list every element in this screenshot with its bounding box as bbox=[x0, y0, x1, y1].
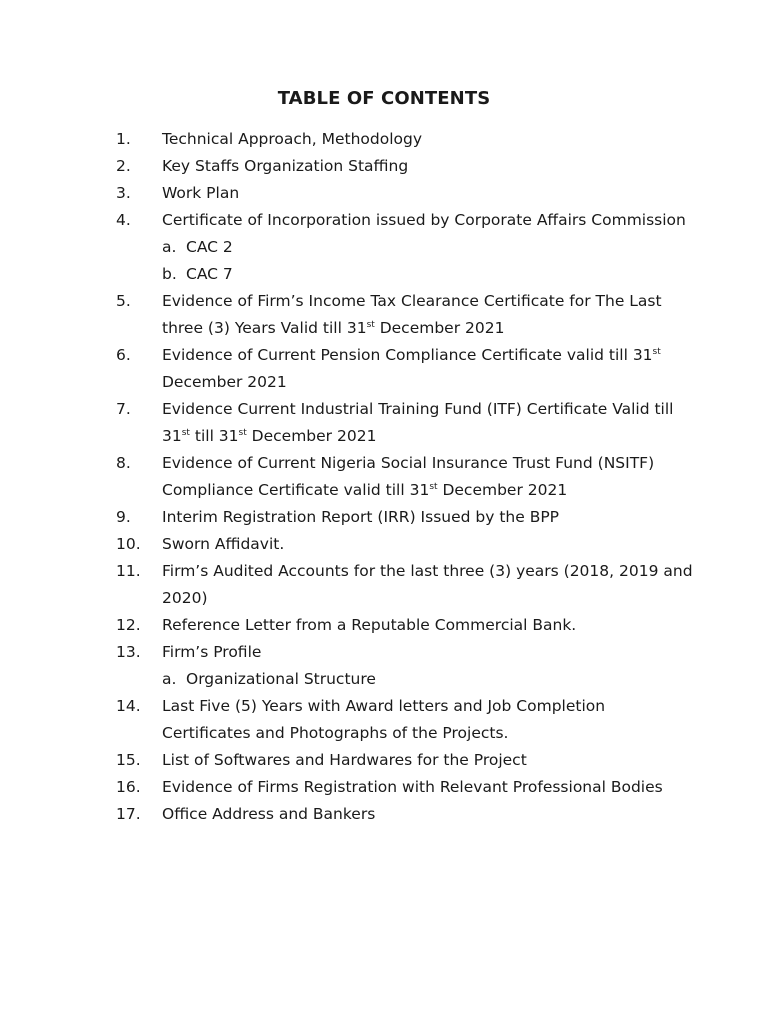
toc-sub-entry bbox=[162, 261, 768, 288]
toc-entry-line: Work Plan bbox=[162, 184, 240, 202]
ordinal-superscript: st bbox=[238, 427, 247, 438]
ordinal-superscript: st bbox=[366, 319, 375, 330]
toc-entry bbox=[0, 288, 768, 342]
toc-entry-text bbox=[162, 126, 684, 153]
toc-sub-entry-text: Organizational Structure bbox=[186, 670, 376, 688]
toc-entry-number: 12. bbox=[116, 616, 141, 634]
toc-entry-number: 15. bbox=[116, 751, 141, 769]
toc-entry-text bbox=[162, 774, 684, 801]
toc-entry-line: Reference Letter from a Reputable Commercial Bank. bbox=[162, 616, 577, 634]
toc-entry-line: Firm’s Audited Accounts for the last three (3) years (2018, 2019 and bbox=[162, 562, 693, 580]
toc-entry-line: Evidence of Firm’s Income Tax Clearance Certificate for The Last bbox=[162, 292, 662, 310]
toc-entry-text bbox=[162, 531, 684, 558]
toc-entry-line: Evidence of Current Pension Compliance Certificate valid till 31st bbox=[162, 346, 661, 364]
toc-entry-line: Certificate of Incorporation issued by Corporate Affairs Commission bbox=[162, 211, 686, 229]
toc-entry bbox=[0, 693, 768, 747]
toc-entry-line: Firm’s Profile bbox=[162, 643, 262, 661]
toc-sub-entry-text: CAC 7 bbox=[186, 265, 233, 283]
toc-entry-line: Evidence Current Industrial Training Fund (ITF) Certificate Valid till bbox=[162, 400, 674, 418]
toc-entry-text bbox=[162, 342, 684, 396]
toc-entry-number: 17. bbox=[116, 805, 141, 823]
toc-entry bbox=[0, 639, 768, 693]
toc-entry-number: 1. bbox=[116, 130, 131, 148]
toc-entry-number: 4. bbox=[116, 211, 131, 229]
toc-entry bbox=[0, 342, 768, 396]
toc-entry-text bbox=[162, 180, 684, 207]
toc-entry bbox=[0, 774, 768, 801]
toc-sub-entry-letter: b. bbox=[162, 265, 177, 283]
toc-entry bbox=[0, 612, 768, 639]
toc-entry bbox=[0, 747, 768, 774]
page-title: TABLE OF CONTENTS bbox=[277, 88, 491, 109]
toc-entry bbox=[0, 531, 768, 558]
toc-entry-text bbox=[162, 504, 684, 531]
toc-entry-line: Sworn Affidavit. bbox=[162, 535, 285, 553]
ordinal-superscript: st bbox=[652, 346, 661, 357]
toc-entry bbox=[0, 450, 768, 504]
toc-entry-number: 13. bbox=[116, 643, 141, 661]
toc-entry-text bbox=[162, 558, 693, 612]
toc-entry bbox=[0, 558, 768, 612]
ordinal-superscript: st bbox=[429, 481, 438, 492]
toc-entry bbox=[0, 180, 768, 207]
toc-entry-text bbox=[162, 747, 684, 774]
toc-entry-line: 31st till 31st December 2021 bbox=[162, 427, 377, 445]
toc-entry bbox=[0, 126, 768, 153]
toc-entry-line: Evidence of Current Nigeria Social Insurance Trust Fund (NSITF) bbox=[162, 454, 655, 472]
toc-entry-text bbox=[162, 396, 684, 450]
toc-entry bbox=[0, 504, 768, 531]
toc-entry-number: 14. bbox=[116, 697, 141, 715]
toc-entry-number: 16. bbox=[116, 778, 141, 796]
toc-entry bbox=[0, 153, 768, 180]
toc-entry-text bbox=[162, 639, 684, 666]
toc-entry-number: 10. bbox=[116, 535, 141, 553]
toc-list bbox=[0, 126, 768, 828]
toc-entry-line: three (3) Years Valid till 31st December 2021 bbox=[162, 319, 505, 337]
toc-entry-text bbox=[162, 693, 684, 747]
toc-entry-line: 2020) bbox=[162, 589, 208, 607]
toc-entry-text bbox=[162, 288, 684, 342]
toc-sub-entry-letter: a. bbox=[162, 238, 177, 256]
toc-entry bbox=[0, 207, 768, 288]
toc-sub-entry bbox=[162, 666, 768, 693]
toc-entry-line: Certificates and Photographs of the Projects. bbox=[162, 724, 509, 742]
toc-entry-line: Evidence of Firms Registration with Relevant Professional Bodies bbox=[162, 778, 663, 796]
ordinal-superscript: st bbox=[181, 427, 190, 438]
toc-entry-number: 7. bbox=[116, 400, 131, 418]
toc-entry-number: 5. bbox=[116, 292, 131, 310]
toc-entry-text bbox=[162, 801, 684, 828]
toc-entry-line: List of Softwares and Hardwares for the Project bbox=[162, 751, 527, 769]
toc-entry bbox=[0, 396, 768, 450]
toc-entry-number: 9. bbox=[116, 508, 131, 526]
toc-sub-entry bbox=[162, 234, 768, 261]
toc-entry-text bbox=[162, 612, 684, 639]
toc-entry-number: 6. bbox=[116, 346, 131, 364]
toc-sub-entry-letter: a. bbox=[162, 670, 177, 688]
toc-entry-line: Key Staffs Organization Staffing bbox=[162, 157, 409, 175]
toc-entry-line: Technical Approach, Methodology bbox=[162, 130, 423, 148]
toc-entry-number: 11. bbox=[116, 562, 141, 580]
toc-entry-line: Interim Registration Report (IRR) Issued by the BPP bbox=[162, 508, 560, 526]
toc-entry-line: December 2021 bbox=[162, 373, 287, 391]
toc-entry-line: Compliance Certificate valid till 31st December 2021 bbox=[162, 481, 568, 499]
toc-entry-number: 8. bbox=[116, 454, 131, 472]
toc-entry-line: Office Address and Bankers bbox=[162, 805, 376, 823]
toc-entry bbox=[0, 801, 768, 828]
toc-entry-number: 3. bbox=[116, 184, 131, 202]
toc-entry-line: Last Five (5) Years with Award letters and Job Completion bbox=[162, 697, 606, 715]
toc-entry-number: 2. bbox=[116, 157, 131, 175]
toc-entry-text bbox=[162, 450, 684, 504]
toc-sub-entry-text: CAC 2 bbox=[186, 238, 233, 256]
toc-entry-text bbox=[162, 207, 684, 234]
toc-entry-text bbox=[162, 153, 684, 180]
